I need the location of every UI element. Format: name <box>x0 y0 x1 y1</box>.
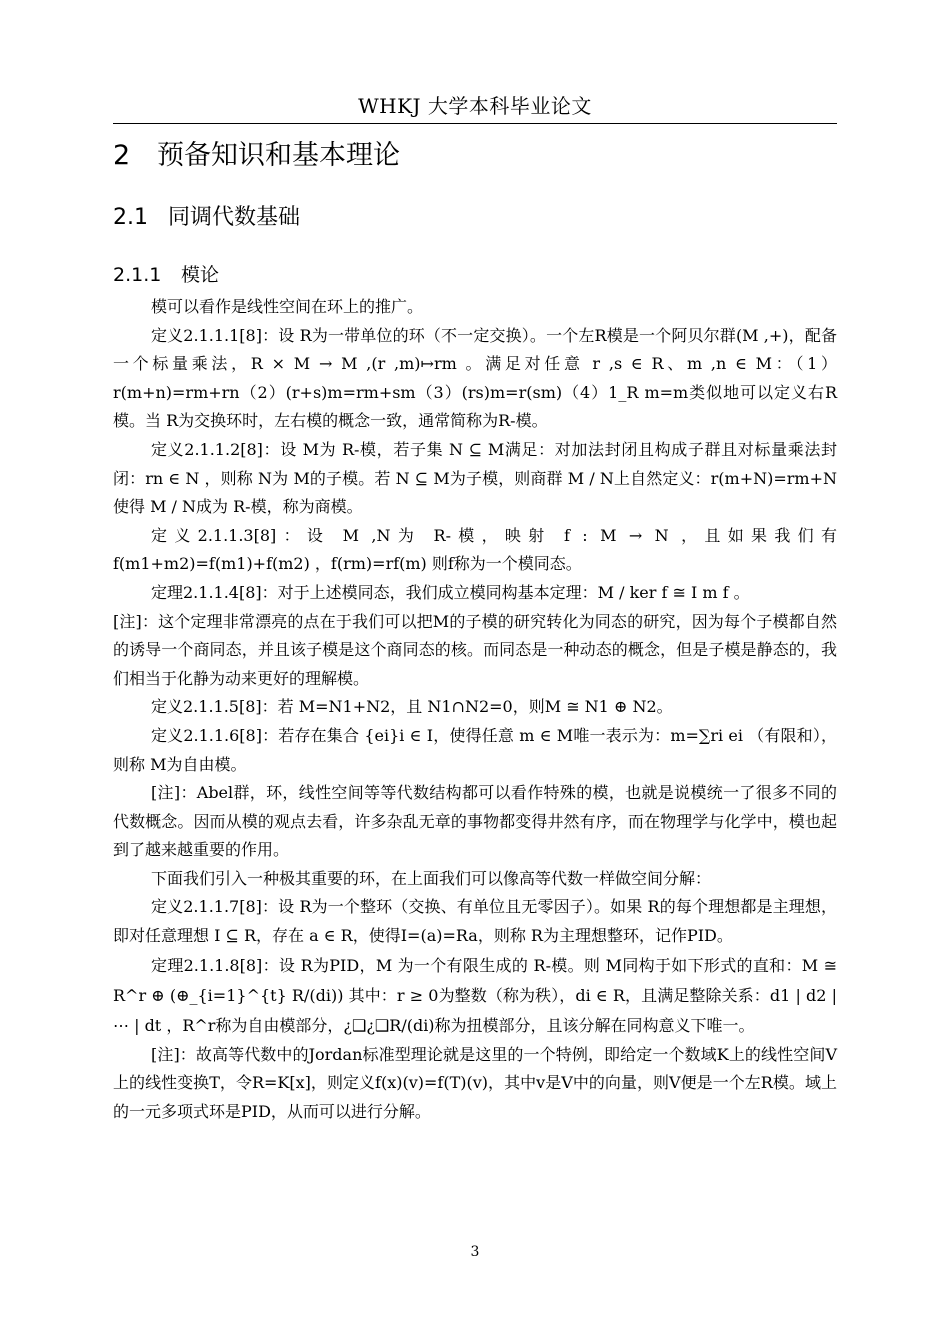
subsection-heading <box>113 261 219 289</box>
theorem-paragraph: 定理2.1.1.8[8]：设 R为PID，M 为一个有限生成的 R-模。则 M同构于如下形式的直和：M ≅ R^r ⊕ (⊕_{i=1}^{t} R/(di)) 其中：r ≥ 0为整数（称为秩），di ∈ R，且满足整除关系：d1 | d2 | ⋯ | dt ，R^r称为自由模部分，¿❑¿❑R/(di)称为扭模部分，且该分解在同构意义下唯一。 <box>113 955 837 1035</box>
paragraph: 下面我们引入一种极其重要的环，在上面我们可以像高等代数一样做空间分解： <box>151 868 712 888</box>
definition-paragraph: 定义2.1.1.7[8]：设 R为一个整环（交换、有单位且无零因子）。如果 R的每个理想都是主理想，即对任意理想 I ⊆ R，存在 a ∈ R，使得I=(a)=Ra，则称 R为主理想整环，记作PID。 <box>113 897 837 946</box>
chapter-number: 2 <box>113 140 131 171</box>
note-paragraph: [注]：这个定理非常漂亮的点在于我们可以把M的子模的研究转化为同态的研究，因为每个子模都自然的诱导一个商同态，并且该子模是这个商同态的核。而同态是一种动态的概念，但是子模是静态的，我们相当于化静为动来更好的理解模。 <box>113 611 837 688</box>
section-heading <box>113 203 300 233</box>
definition-paragraph: 定义2.1.1.6[8]：若存在集合 {ei}i ∈ I，使得任意 m ∈ M唯一表示为：m=∑ri ei （有限和），则称 M为自由模。 <box>113 725 837 774</box>
definition-paragraph: 定义2.1.1.1[8]：设 R为一带单位的环（不一定交换）。一个左R模是一个阿贝尔群(M ,+)，配备一个标量乘法，R × M → M ,(r ,m)↦rm 。满足对任意 r ,s ∈ R、m ,n ∈ M：（1）r(m+n)=rm+rn（2）(r+s)m=rm+sm（3）(rs)m=r(sm)（4）1_R m=m类似地可以定义右R模。当 R为交换环时，左右模的概念一致，通常简称为R-模。 <box>113 325 837 431</box>
definition-paragraph: 定义2.1.1.5[8]：若 M=N1+N2，且 N1∩N2=0，则M ≅ N1 ⊕ N2。 <box>151 697 673 717</box>
header-rule <box>113 123 837 124</box>
section-title: 同调代数基础 <box>168 205 301 230</box>
definition-paragraph: 定义2.1.1.2[8]：设 M为 R-模，若子集 N ⊆ M满足：对加法封闭且构成子群且对标量乘法封闭：rn ∈ N ，则称 N为 M的子模。若 N ⊆ M为子模，则商群 M / N上自然定义：r(m+N)=rm+N 使得 M / N成为 R-模，称为商模。 <box>113 439 837 517</box>
page-number: 3 <box>470 1244 480 1260</box>
running-header: WHKJ 大学本科毕业论文 <box>358 94 592 118</box>
definition-paragraph: 定义2.1.1.3[8]：设 M ,N为 R-模，映射 f : M → N ，且如果我们有 f(m1+m2)=f(m1)+f(m2) ，f(rm)=rf(m) 则f称为一个模同态。 <box>113 525 837 574</box>
note-paragraph: [注]：Abel群，环，线性空间等等代数结构都可以看作特殊的模，也就是说模统一了很多不同的代数概念。因而从模的观点去看，许多杂乱无章的事物都变得井然有序，而在物理学与化学中，模也起到了越来越重要的作用。 <box>113 783 837 860</box>
note-paragraph: [注]：故高等代数中的Jordan标准型理论就是这里的一个特例，即给定一个数域K上的线性空间V上的线性变换T，令R=K[x]，则定义f(x)(v)=f(T)(v)，其中v是V中的向量，则V便是一个左R模。域上的一元多项式环是PID，从而可以进行分解。 <box>113 1044 837 1121</box>
theorem-paragraph: 定理2.1.1.4[8]：对于上述模同态，我们成立模同构基本定理：M / ker f ≅ I m f 。 <box>151 582 750 602</box>
paragraph: 模可以看作是线性空间在环上的推广。 <box>151 297 424 316</box>
chapter-title: 预备知识和基本理论 <box>157 140 400 171</box>
section-number: 2.1 <box>113 205 148 230</box>
subsection-number: 2.1.1 <box>113 264 162 286</box>
chapter-heading <box>113 138 400 174</box>
body-text <box>113 293 837 1126</box>
subsection-title: 模论 <box>181 264 220 286</box>
